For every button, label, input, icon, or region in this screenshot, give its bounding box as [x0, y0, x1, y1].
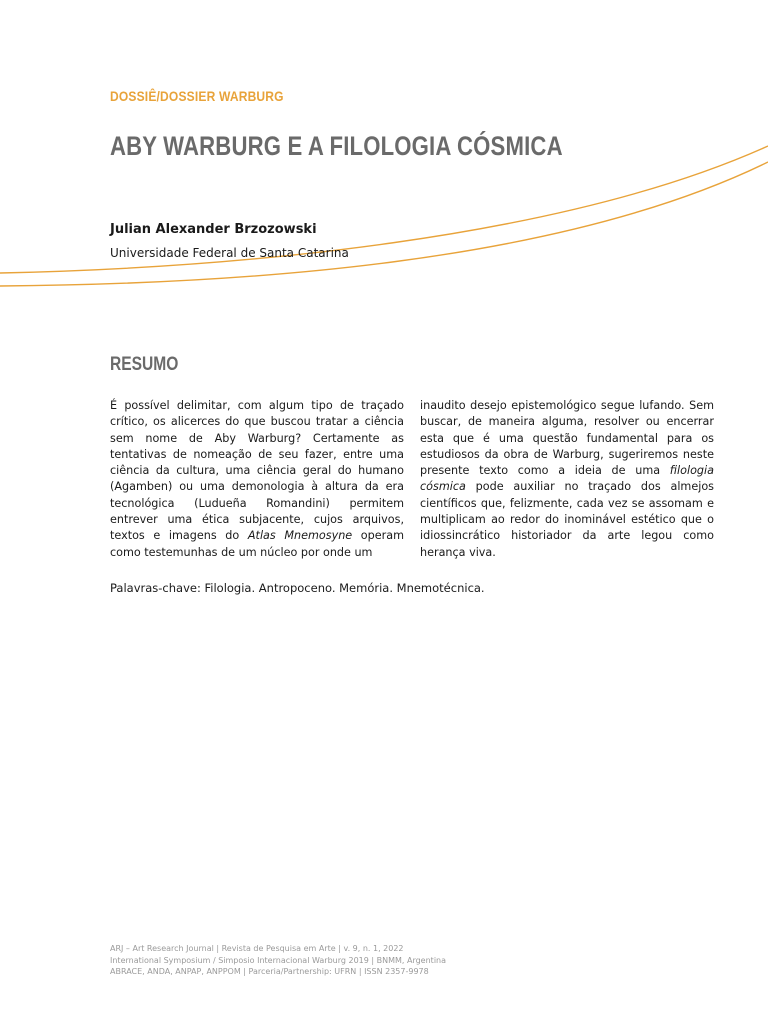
abstract-text: inaudito desejo epistemológico segue lufando. Sem buscar, de maneira alguma, resolver ou encerrar esta que é uma questão fundamental para os estudiosos da obra de Warburg, sugeriremos neste presente texto como a ideia de uma	[420, 399, 714, 478]
footer-line-3: ABRACE, ANDA, ANPAP, ANPPOM | Parceria/Partnership: UFRN | ISSN 2357-9978	[110, 967, 429, 976]
footer-line-2: International Symposium / Simposio Internacional Warburg 2019 | BNMM, Argentina	[110, 955, 447, 965]
abstract-paragraph-right	[420, 398, 714, 561]
keywords	[110, 581, 485, 595]
author-name: Julian Alexander Brzozowski	[110, 222, 317, 237]
journal-footer	[110, 943, 446, 978]
abstract-column-left	[110, 398, 404, 561]
keywords-text: Filologia. Antropoceno. Memória. Mnemotécnica.	[204, 581, 485, 595]
abstract-column-right	[420, 398, 714, 561]
abstract-paragraph-left	[110, 398, 404, 561]
keywords-label: Palavras-chave:	[110, 581, 201, 595]
abstract-italic-term: filologia cósmica	[420, 464, 714, 494]
abstract-text: operam como testemunhas de um núcleo por onde um	[110, 529, 404, 559]
author-affiliation: Universidade Federal de Santa Catarina	[110, 246, 349, 260]
footer-line-1: ARJ – Art Research Journal | Revista de Pesquisa em Arte | v. 9, n. 1, 2022	[110, 944, 404, 953]
abstract-text: pode auxiliar no traçado dos almejos científicos que, felizmente, cada vez se assomam e multiplicam ao redor do inominável estético que o idiossincrático historiador da arte legou como herança viva.	[420, 480, 714, 559]
article-title: ABY WARBURG E A FILOLOGIA CÓSMICA	[110, 131, 563, 161]
abstract-heading: RESUMO	[110, 354, 179, 375]
section-label: DOSSIÊ/DOSSIER WARBURG	[110, 88, 284, 104]
abstract-italic-term: Atlas Mnemosyne	[247, 529, 353, 543]
abstract-text: É possível delimitar, com algum tipo de traçado crítico, os alicerces do que buscou tratar a ciência sem nome de Aby Warburg? Certamente as tentativas de nomeação de seu fazer, entre uma ciência da cultura, uma ciência geral do humano (Agamben) ou uma demonologia à altura da era tecnológica (Ludueña Romandini) permitem entrever uma ética subjacente, cujos arquivos, textos e imagens do	[110, 399, 404, 543]
